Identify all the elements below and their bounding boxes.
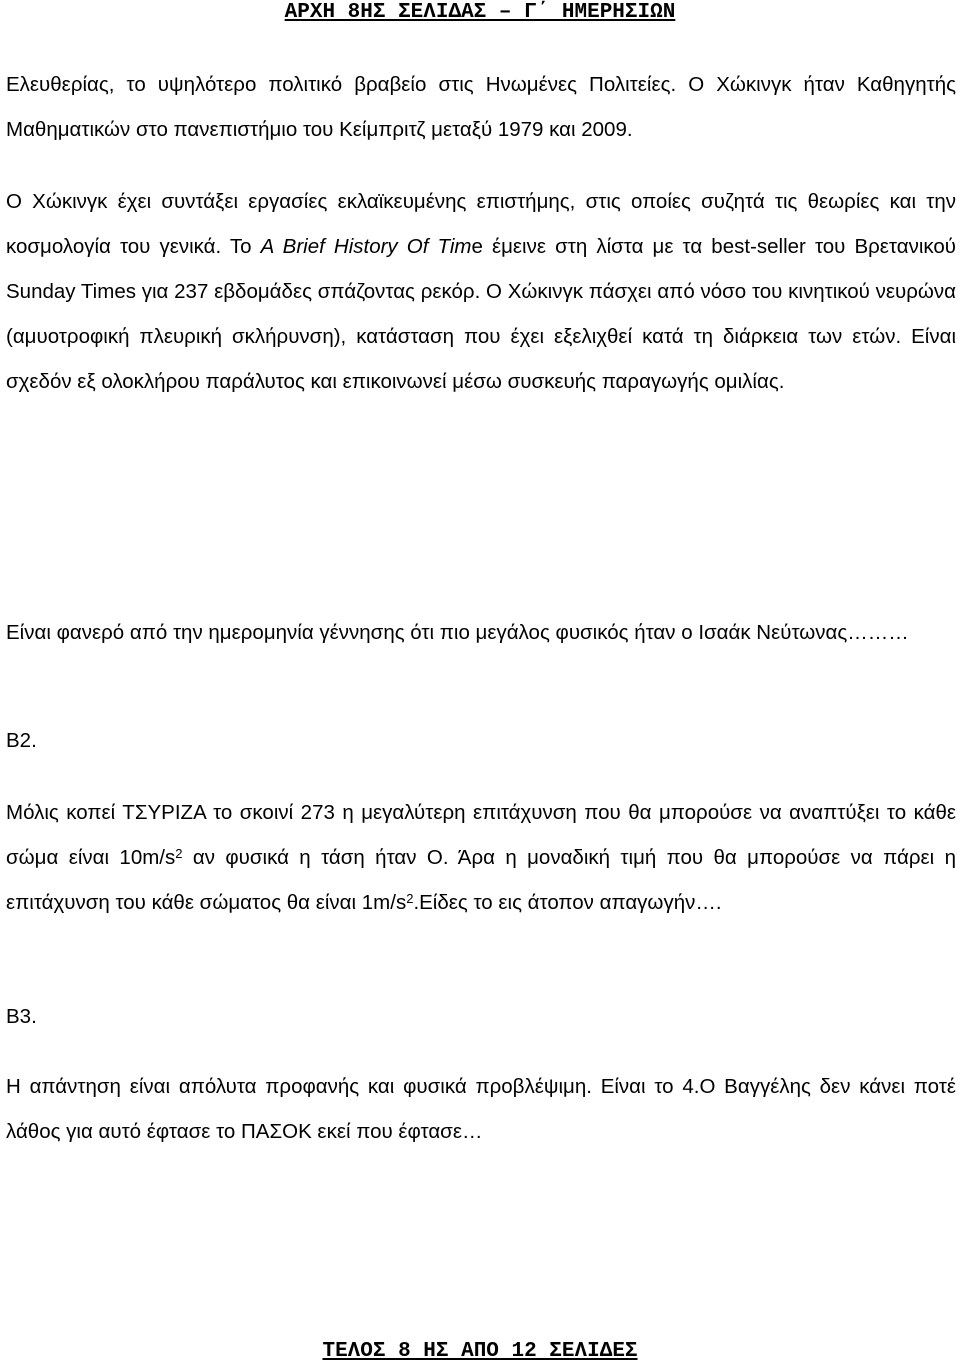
paragraph-b2-answer	[6, 790, 956, 925]
paragraph-hawking-works	[6, 179, 956, 404]
b2-text-a: Μόλις κοπεί ΤΣΥΡΙΖΑ το σκοινί 273 η μεγαλύτερη επιτάχυνση που θα μπορούσε να αναπτύξει το κάθε σώμα είναι 10m/s	[6, 801, 956, 869]
paragraph-hawking-bio: Ελευθερίας, το υψηλότερο πολιτικό βραβείο στις Ηνωμένες Πολιτείες. Ο Χώκινγκ ήταν Καθηγητής Μαθηματικών στο πανεπιστήμιο του Κείμπριτζ μεταξύ 1979 και 2009.	[6, 73, 956, 141]
heading-b3: Β3.	[6, 1005, 37, 1028]
paragraph-b3-answer: Η απάντηση είναι απόλυτα προφανής και φυσικά προβλέψιμη. Είναι το 4.Ο Βαγγέλης δεν κάνει ποτέ λάθος για αυτό έφτασε το ΠΑΣΟΚ εκεί που έφτασε…	[6, 1075, 956, 1143]
b2-text-b: αν φυσικά η τάση ήταν Ο. Άρα η μοναδική τιμή που θα μπορούσε να πάρει η επιτάχυνση του κάθε σώματος θα είναι 1m/s	[6, 846, 956, 914]
page-footer: ΤΕΛΟΣ 8 ΗΣ ΑΠΟ 12 ΣΕΛΙΔΕΣ	[322, 1340, 638, 1363]
superscript-2: 2	[175, 846, 183, 861]
page-header: ΑΡΧΗ 8ΗΣ ΣΕΛΙΔΑΣ – Γ΄ ΗΜΕΡΗΣΙΩΝ	[284, 1, 676, 24]
b2-text-c: .Είδες το εις άτοπον απαγωγήν….	[413, 891, 722, 914]
superscript-2: 2	[406, 891, 414, 906]
paragraph-text-end: e έμεινε στη λίστα με τα best-seller του Βρετανικού Sunday Times για 237 εβδομάδες σπάζοντας ρεκόρ. Ο Χώκινγκ πάσχει από νόσο του κινητικού νευρώνα (αμυοτροφική πλευρική σκλήρυνση), κατάσταση που έχει εξελιχθεί κατά τη διάρκεια των ετών. Είναι σχεδόν εξ ολοκλήρου παράλυτος και επικοινωνεί μέσω συσκευής παραγωγής ομιλίας.	[6, 235, 956, 393]
paragraph-text-start: Ο Χώκινγκ έχει συντάξει εργασίες εκλαϊκευμένης επιστήμης, στις οποίες συζητά τις θεωρίες και την κοσμολογία του γενικά. Το	[6, 190, 956, 258]
book-title: A Brief History Of Tim	[260, 235, 472, 258]
paragraph-newton: Είναι φανερό από την ημερομηνία γέννησης ότι πιο μεγάλος φυσικός ήταν ο Ισαάκ Νεύτωνας………	[6, 621, 909, 644]
heading-b2: Β2.	[6, 729, 37, 752]
